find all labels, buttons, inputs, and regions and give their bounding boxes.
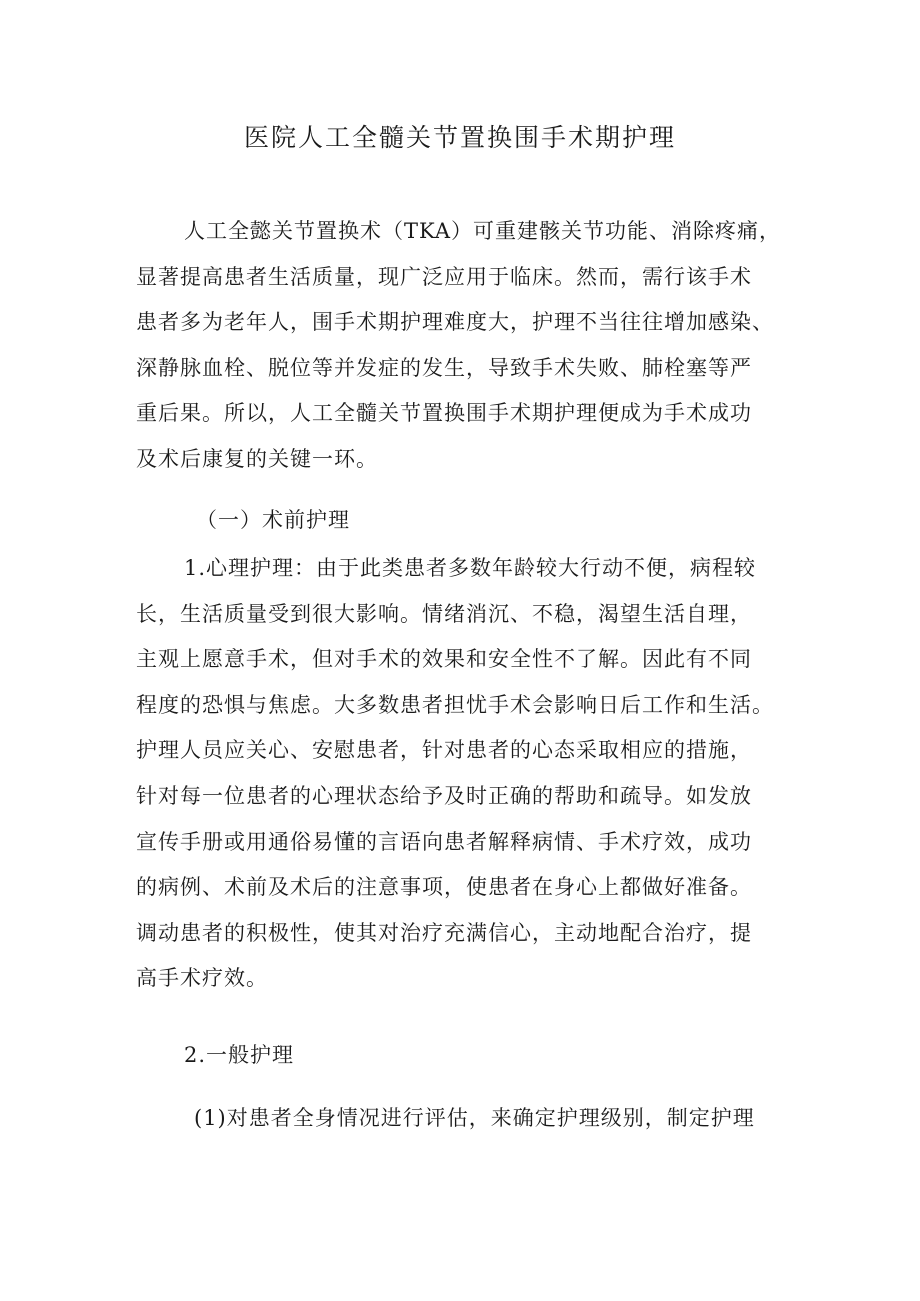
paragraph-line: 程度的恐惧与焦虑。大多数患者担忧手术会影响日后工作和生活。	[136, 692, 774, 717]
section-heading-block	[136, 498, 796, 544]
paragraph-line: 显著提高患者生活质量，现广泛应用于临床。然而，需行该手术	[136, 264, 752, 289]
paragraph-line: 的病例、术前及术后的注意事项，使患者在身心上都做好准备。	[136, 875, 752, 900]
paragraph-line: 护理人员应关心、安慰患者，针对患者的心态采取相应的措施，	[136, 738, 752, 763]
paragraph-line: 重后果。所以，人工全髓关节置换围手术期护理便成为手术成功	[136, 401, 752, 426]
section-heading: （一）术前护理	[196, 508, 350, 532]
item2-heading-block	[136, 1033, 796, 1079]
paragraph-line: 长，生活质量受到很大影响。情绪消沉、不稳，渴望生活自理，	[136, 601, 752, 626]
paragraph-line: 宣传手册或用通俗易懂的言语向患者解释病情、手术疗效，成功	[136, 829, 752, 854]
paragraph-line: 高手术疗效。	[136, 966, 268, 991]
item-heading: 2.一般护理	[184, 1043, 295, 1067]
paragraph-line: 及术后康复的关键一环。	[136, 446, 378, 471]
paragraph-line: 人工全懿关节置换术（TKA）可重建骸关节功能、消除疼痛，	[184, 219, 782, 243]
document-title: 医院人工全髓关节置换围手术期护理	[243, 123, 676, 152]
sub-item-line: (1)对患者全身情况进行评估，来确定护理级别，制定护理	[194, 1106, 755, 1130]
paragraph-line: 患者多为老年人，围手术期护理难度大，护理不当往往增加感染、	[136, 310, 774, 335]
paragraph-line: 深静脉血栓、脱位等并发症的发生，导致手术失败、肺栓塞等严	[136, 355, 752, 380]
intro-paragraph	[136, 209, 796, 483]
item1-paragraph	[136, 546, 796, 1002]
paragraph-line: 调动患者的积极性，使其对治疗充满信心，主动地配合治疗，提	[136, 920, 752, 945]
paragraph-line: 针对每一位患者的心理状态给予及时正确的帮助和疏导。如发放	[136, 783, 752, 808]
item2-sub1-block	[136, 1096, 796, 1142]
paragraph-line: 主观上愿意手术，但对手术的效果和安全性不了解。因此有不同	[136, 647, 752, 672]
paragraph-line: 1.心理护理：由于此类患者多数年龄较大行动不便，病程较	[184, 556, 757, 580]
